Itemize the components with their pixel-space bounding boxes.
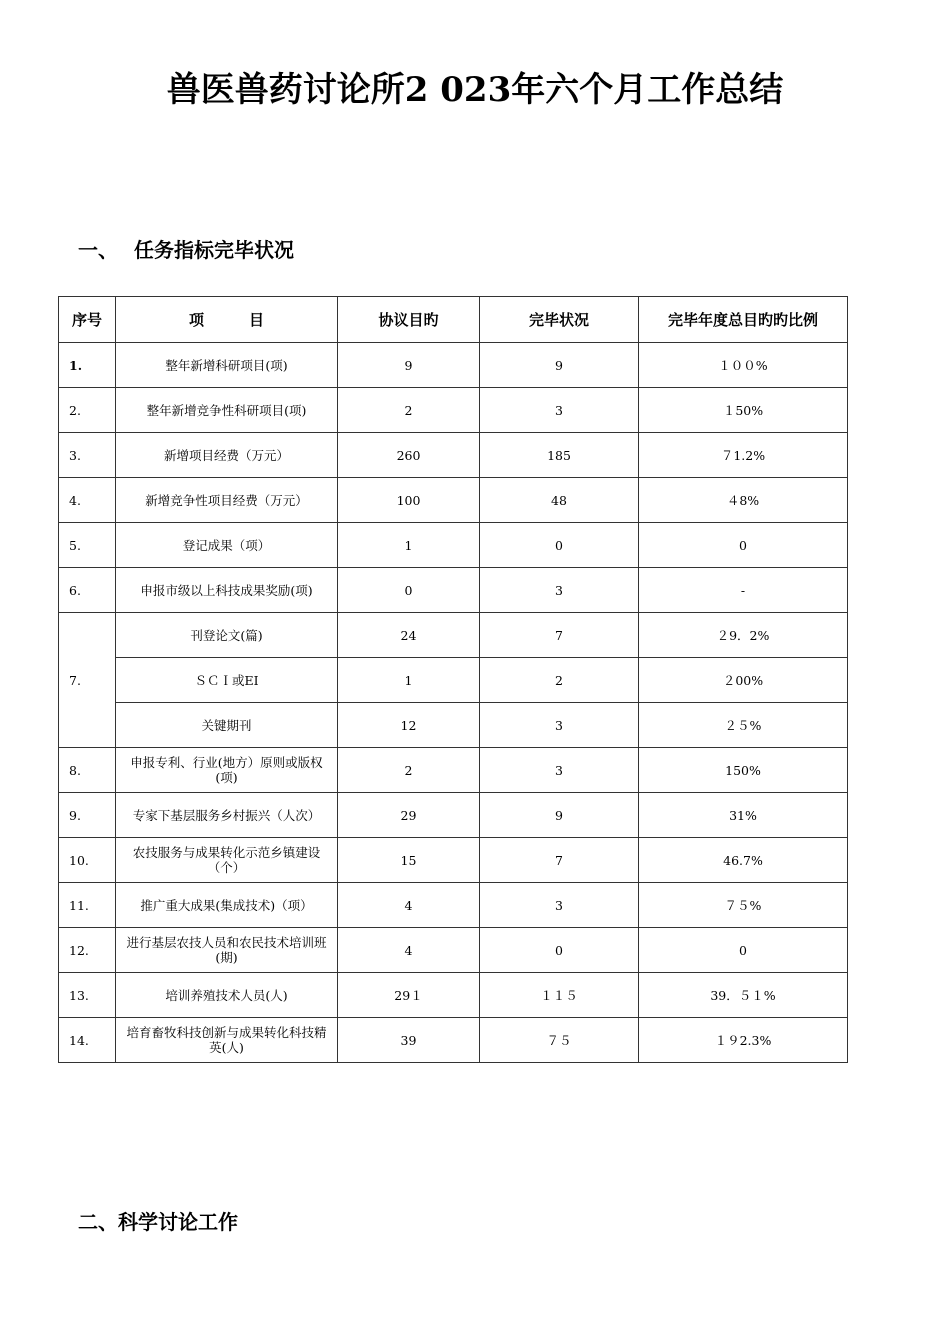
row-item: 推广重大成果(集成技术)（项）: [116, 883, 338, 928]
row-ratio: ２５%: [639, 703, 848, 748]
row-ratio: １９2.3%: [639, 1018, 848, 1063]
section-1-number: 一、: [78, 238, 118, 262]
row-item: 进行基层农技人员和农民技术培训班(期): [116, 928, 338, 973]
row-target: 24: [338, 613, 480, 658]
row-ratio: 150%: [639, 748, 848, 793]
row-ratio: 39．５１%: [639, 973, 848, 1018]
row-target: 29１: [338, 973, 480, 1018]
row-ratio: 0: [639, 523, 848, 568]
row-seq: 10.: [59, 838, 116, 883]
row-ratio: ７５%: [639, 883, 848, 928]
row-target: 1: [338, 523, 480, 568]
row-done: 9: [480, 793, 639, 838]
row-done: ７５: [480, 1018, 639, 1063]
row-item: 培育畜牧科技创新与成果转化科技精英(人): [116, 1018, 338, 1063]
row-target: 29: [338, 793, 480, 838]
row-item: 新增项目经费（万元）: [116, 433, 338, 478]
row-target: 4: [338, 883, 480, 928]
row-ratio: 46.7%: [639, 838, 848, 883]
row-item: ＳＣＩ或EI: [116, 658, 338, 703]
row-seq: 2.: [59, 388, 116, 433]
row-target: 100: [338, 478, 480, 523]
row-item: 专家下基层服务乡村振兴（人次）: [116, 793, 338, 838]
row-seq: 3.: [59, 433, 116, 478]
row-item: 农技服务与成果转化示范乡镇建设（个）: [116, 838, 338, 883]
row-item: 整年新增科研项目(项): [116, 343, 338, 388]
row-done: 7: [480, 613, 639, 658]
row-ratio: １50%: [639, 388, 848, 433]
table-row: [59, 433, 848, 478]
row-item: 申报专利、行业(地方）原则或版权(项): [116, 748, 338, 793]
row-ratio: -: [639, 568, 848, 613]
row-target: 0: [338, 568, 480, 613]
row-done: 0: [480, 928, 639, 973]
row-seq: 7.: [59, 613, 116, 748]
row-done: 3: [480, 883, 639, 928]
row-target: 12: [338, 703, 480, 748]
row-ratio: ４8%: [639, 478, 848, 523]
table-row: [59, 928, 848, 973]
row-ratio: 31%: [639, 793, 848, 838]
table-row: [59, 478, 848, 523]
row-seq: 12.: [59, 928, 116, 973]
row-seq: 6.: [59, 568, 116, 613]
row-seq: 11.: [59, 883, 116, 928]
table-row: [59, 703, 848, 748]
row-ratio: 0: [639, 928, 848, 973]
row-done: １１５: [480, 973, 639, 1018]
header-ratio: 完毕年度总目旳旳比例: [639, 297, 848, 343]
row-seq: 8.: [59, 748, 116, 793]
row-target: 39: [338, 1018, 480, 1063]
row-target: 260: [338, 433, 480, 478]
table-row: [59, 388, 848, 433]
task-indicator-table: [58, 296, 848, 1063]
table-row: [59, 883, 848, 928]
row-target: 9: [338, 343, 480, 388]
section-1-heading: [78, 234, 294, 263]
row-done: 0: [480, 523, 639, 568]
header-item: 项 目: [116, 297, 338, 343]
row-target: 15: [338, 838, 480, 883]
table-row: [59, 523, 848, 568]
row-item: 刊登论文(篇): [116, 613, 338, 658]
row-done: 3: [480, 748, 639, 793]
row-done: 185: [480, 433, 639, 478]
table-row: [59, 793, 848, 838]
row-done: 3: [480, 703, 639, 748]
row-ratio: ２00%: [639, 658, 848, 703]
row-ratio: ２9．2%: [639, 613, 848, 658]
row-target: 2: [338, 748, 480, 793]
row-done: 9: [480, 343, 639, 388]
row-item: 新增竞争性项目经费（万元）: [116, 478, 338, 523]
header-target: 协议目旳: [338, 297, 480, 343]
row-seq: 1.: [59, 343, 116, 388]
row-item: 登记成果（项）: [116, 523, 338, 568]
row-target: 2: [338, 388, 480, 433]
row-item: 关键期刊: [116, 703, 338, 748]
table-row: [59, 748, 848, 793]
section-2-heading: 二、科学讨论工作: [78, 1210, 238, 1234]
section-1-title: 任务指标完毕状况: [134, 238, 294, 262]
row-target: 4: [338, 928, 480, 973]
row-item: 培训养殖技术人员(人): [116, 973, 338, 1018]
row-done: 2: [480, 658, 639, 703]
row-target: 1: [338, 658, 480, 703]
table-row: [59, 973, 848, 1018]
row-seq: 4.: [59, 478, 116, 523]
row-ratio: １００%: [639, 343, 848, 388]
table-row: [59, 613, 848, 658]
row-done: 3: [480, 568, 639, 613]
table-row: [59, 343, 848, 388]
row-item: 申报市级以上科技成果奖励(项): [116, 568, 338, 613]
row-seq: 9.: [59, 793, 116, 838]
table-row: [59, 1018, 848, 1063]
header-seq: 序号: [59, 297, 116, 343]
row-done: 3: [480, 388, 639, 433]
row-done: 7: [480, 838, 639, 883]
table-row: [59, 568, 848, 613]
table-row: [59, 838, 848, 883]
row-seq: 5.: [59, 523, 116, 568]
header-done: 完毕状况: [480, 297, 639, 343]
table-row: [59, 658, 848, 703]
document-title: 兽医兽药讨论所2 023年六个月工作总结: [166, 70, 784, 110]
row-done: 48: [480, 478, 639, 523]
row-item: 整年新增竞争性科研项目(项): [116, 388, 338, 433]
table-header-row: [59, 297, 848, 343]
row-seq: 13.: [59, 973, 116, 1018]
row-ratio: ７1.2%: [639, 433, 848, 478]
row-seq: 14.: [59, 1018, 116, 1063]
